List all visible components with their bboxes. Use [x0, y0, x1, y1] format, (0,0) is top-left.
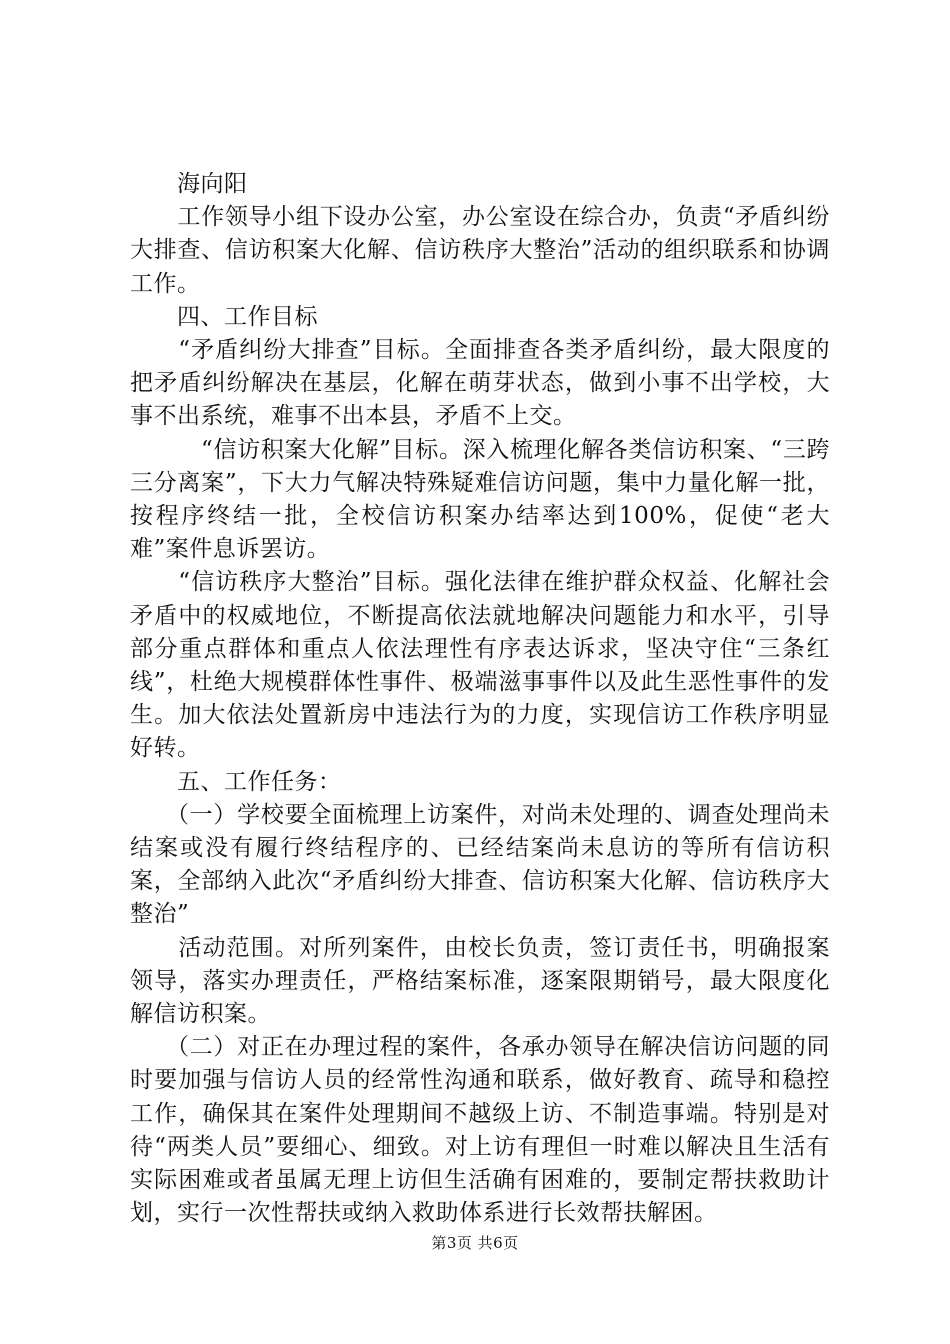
paragraph-goal-1: “矛盾纠纷大排查”目标。全面排查各类矛盾纠纷，最大限度的把矛盾纠纷解决在基层，化解在萌芽状态，做到小事不出学校，大事不出系统，难事不出本县，矛盾不上交。 — [130, 337, 830, 430]
paragraph-signature: 海向阳 — [130, 171, 248, 197]
section-heading-goals: 四、工作目标 — [130, 303, 318, 330]
paragraph-goal-3: “信访秩序大整治”目标。强化法律在维护群众权益、化解社会矛盾中的权威地位，不断提高依法就地解决问题能力和水平，引导部分重点群体和重点人依法理性有序表达诉求，坚决守住“三条红线”，杜绝大规模群体性事件、极端滋事事件以及此生恶性事件的发生。加大依法处置新房中违法行为的力度，实现信访工作秩序明显好转。 — [130, 569, 830, 762]
paragraph-task-1: （一）学校要全面梳理上访案件，对尚未处理的、调查处理尚未结案或没有履行终结程序的、已经结案尚未息访的等所有信访积案，全部纳入此次“矛盾纠纷大排查、信访积案大化解、信访秩序大整治” — [130, 801, 830, 928]
paragraph-goal-2: “信访积案大化解”目标。深入梳理化解各类信访积案、“三跨三分离案”，下大力气解决特殊疑难信访问题，集中力量化解一批，按程序终结一批，全校信访积案办结率达到100%，促使“老大难”案件息诉罢访。 — [130, 436, 830, 563]
section-heading-tasks: 五、工作任务： — [130, 768, 342, 795]
paragraph-task-1-cont: 活动范围。对所列案件，由校长负责，签订责任书，明确报案领导，落实办理责任，严格结案标准，逐案限期销号，最大限度化解信访积案。 — [130, 934, 830, 1028]
paragraph-office: 工作领导小组下设办公室，办公室设在综合办，负责“矛盾纠纷大排查、信访积案大化解、信访秩序大整治”活动的组织联系和协调工作。 — [130, 204, 830, 297]
paragraph-task-2: （二）对正在办理过程的案件，各承办领导在解决信访问题的同时要加强与信访人员的经常性沟通和联系，做好教育、疏导和稳控工作，确保其在案件处理期间不越级上访、不制造事端。特别是对待“两类人员”要细心、细致。对上访有理但一时难以解决且生活有实际困难或者虽属无理上访但生活确有困难的，要制定帮扶救助计划，实行一次性帮扶或纳入救助体系进行长效帮扶解困。 — [130, 1034, 830, 1227]
document-body — [130, 168, 830, 1231]
page-number-footer: 第3页 共6页 — [431, 1234, 519, 1252]
